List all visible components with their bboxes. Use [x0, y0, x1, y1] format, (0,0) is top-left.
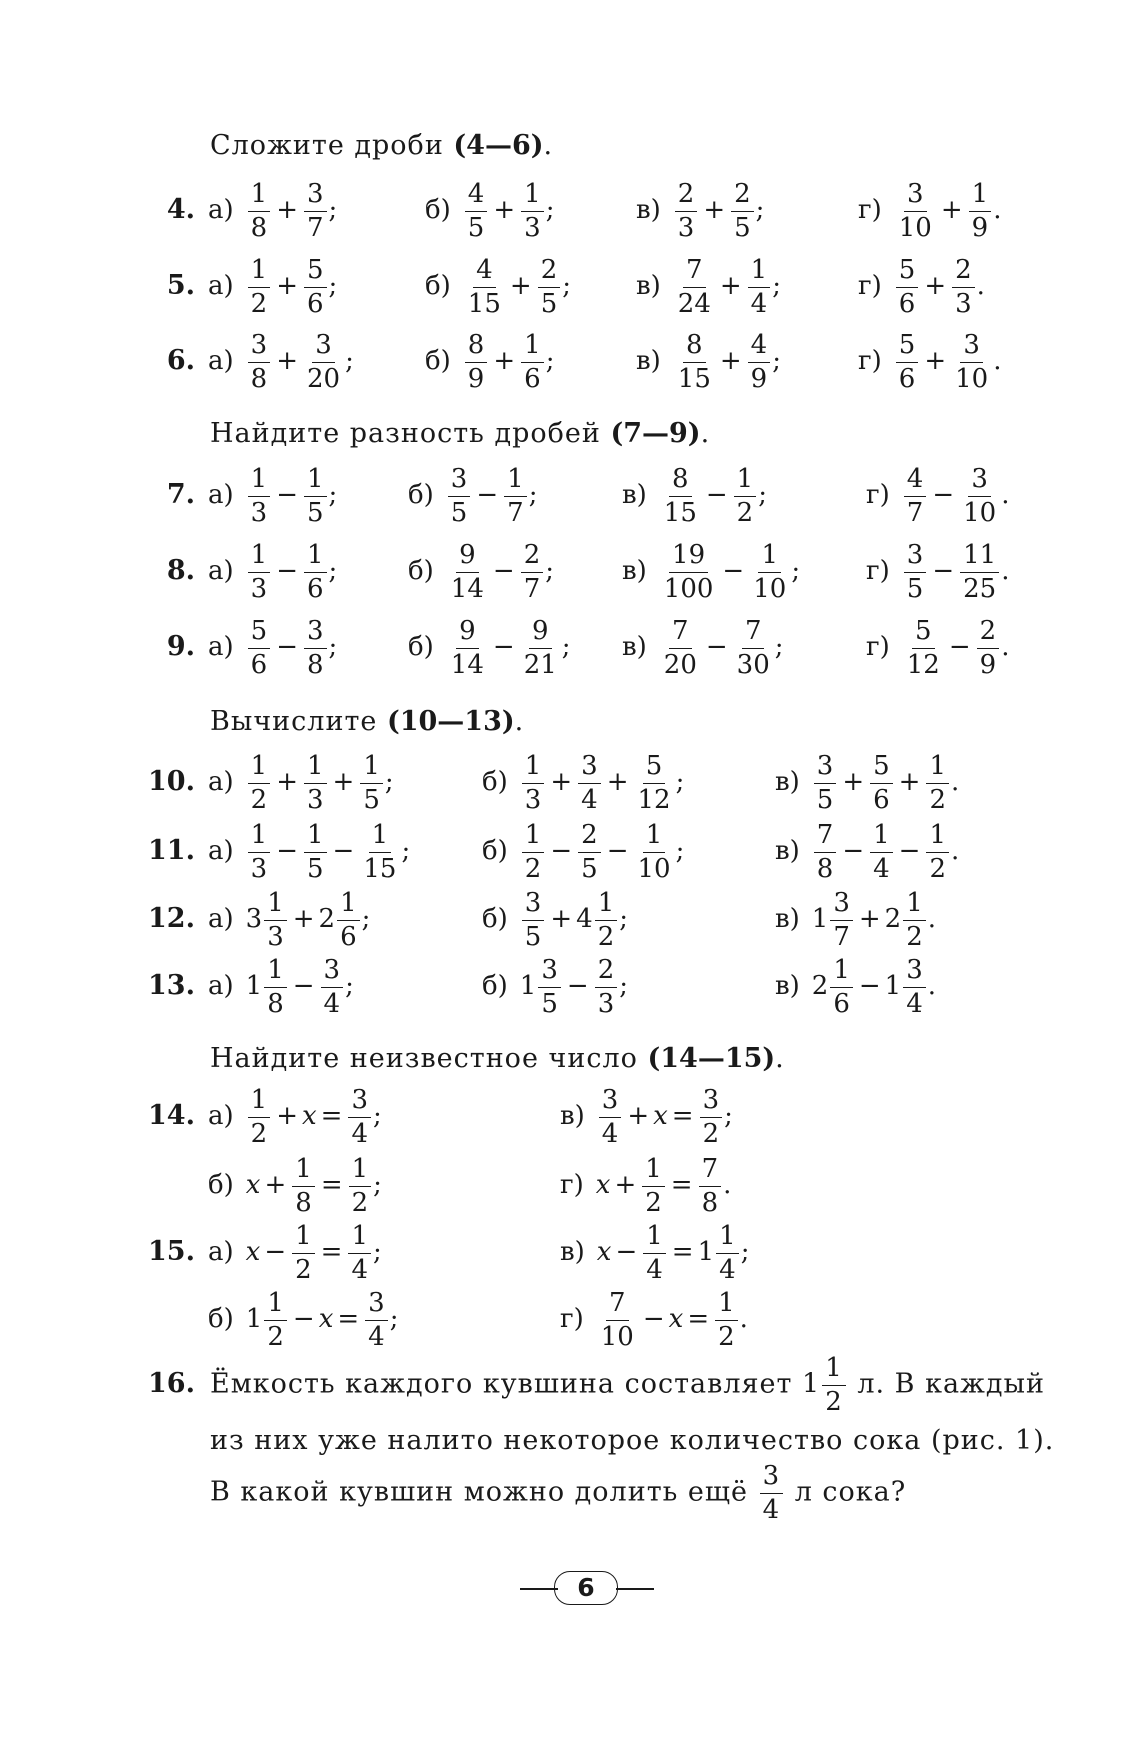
page-number-ornament — [520, 1571, 650, 1607]
problem-13b: б) 1 $\frac{3}{5}$ − $\frac{2}{3}$ ; — [482, 955, 628, 1019]
problem-6d: г) $\frac{5}{6}$ + $\frac{3}{10}$ . — [858, 330, 1002, 394]
problem-16-line-1: Ёмкость каждого кувшина составляет 1 $\frac{1}{2}$ л. В каждый — [210, 1353, 1045, 1417]
problem-11a: а) $\frac{1}{3}$ − $\frac{1}{5}$ − $\frac{1}{15}$ ; — [208, 820, 411, 884]
footer-rule-right — [616, 1588, 654, 1590]
problem-4a: а) $\frac{1}{8}$ + $\frac{3}{7}$ ; — [208, 179, 338, 243]
problem-number: 11. — [148, 835, 195, 866]
problem-8c: в) $\frac{19}{100}$ − $\frac{1}{10}$ ; — [622, 540, 801, 604]
problem-9d: г) $\frac{5}{12}$ − $\frac{2}{9}$ . — [866, 616, 1010, 680]
problem-number: 15. — [148, 1236, 195, 1267]
problem-13a: а) 1 $\frac{1}{8}$ − $\frac{3}{4}$ ; — [208, 955, 354, 1019]
problem-14c: в) $\frac{3}{4}$ + x = $\frac{3}{2}$ ; — [560, 1085, 733, 1149]
problem-14a: а) $\frac{1}{2}$ + x = $\frac{3}{4}$ ; — [208, 1085, 382, 1149]
problem-5b: б) $\frac{4}{15}$ + $\frac{2}{5}$ ; — [425, 255, 571, 319]
problem-5d: г) $\frac{5}{6}$ + $\frac{2}{3}$ . — [858, 255, 985, 319]
problem-8b: б) $\frac{9}{14}$ − $\frac{2}{7}$ ; — [408, 540, 554, 604]
problem-6b: б) $\frac{8}{9}$ + $\frac{1}{6}$ ; — [425, 330, 555, 394]
problem-11c: в) $\frac{7}{8}$ − $\frac{1}{4}$ − $\frac{1}{2}$ . — [775, 820, 960, 884]
problem-7a: а) $\frac{1}{3}$ − $\frac{1}{5}$ ; — [208, 464, 338, 528]
problem-15c: в) x − $\frac{1}{4}$ = 1 $\frac{1}{4}$ ; — [560, 1221, 750, 1285]
problem-number: 4. — [166, 194, 195, 225]
problem-number: 5. — [166, 270, 195, 301]
heading-subtract-fractions: Найдите разность дробей (7—9). — [210, 418, 711, 449]
problem-4d: г) $\frac{3}{10}$ + $\frac{1}{9}$ . — [858, 179, 1002, 243]
problem-4b: б) $\frac{4}{5}$ + $\frac{1}{3}$ ; — [425, 179, 555, 243]
problem-10a: а) $\frac{1}{2}$ + $\frac{1}{3}$ + $\frac{1}{5}$ ; — [208, 751, 394, 815]
problem-12a: а) 3 $\frac{1}{3}$ + 2 $\frac{1}{6}$ ; — [208, 888, 371, 952]
problem-12b: б) $\frac{3}{5}$ + 4 $\frac{1}{2}$ ; — [482, 888, 628, 952]
problem-16-line-2: из них уже налито некоторое количество сока (рис. 1). — [210, 1425, 1055, 1456]
problem-14b: б) x + $\frac{1}{8}$ = $\frac{1}{2}$ ; — [208, 1154, 382, 1218]
problem-number: 6. — [166, 345, 195, 376]
problem-number: 8. — [166, 555, 195, 586]
problem-number: 14. — [148, 1100, 195, 1131]
heading-calculate: Вычислите (10—13). — [210, 706, 525, 737]
problem-5a: а) $\frac{1}{2}$ + $\frac{5}{6}$ ; — [208, 255, 338, 319]
problem-15a: а) x − $\frac{1}{2}$ = $\frac{1}{4}$ ; — [208, 1221, 382, 1285]
problem-10c: в) $\frac{3}{5}$ + $\frac{5}{6}$ + $\frac{1}{2}$ . — [775, 751, 960, 815]
problem-13c: в) 2 $\frac{1}{6}$ − 1 $\frac{3}{4}$ . — [775, 955, 937, 1019]
problem-9b: б) $\frac{9}{14}$ − $\frac{9}{21}$ ; — [408, 616, 571, 680]
problem-7b: б) $\frac{3}{5}$ − $\frac{1}{7}$ ; — [408, 464, 538, 528]
heading-find-unknown: Найдите неизвестное число (14—15). — [210, 1043, 785, 1074]
problem-6a: а) $\frac{3}{8}$ + $\frac{3}{20}$ ; — [208, 330, 354, 394]
problem-number: 9. — [166, 631, 195, 662]
problem-10b: б) $\frac{1}{3}$ + $\frac{3}{4}$ + $\frac{5}{12}$ ; — [482, 751, 685, 815]
problem-12c: в) 1 $\frac{3}{7}$ + 2 $\frac{1}{2}$ . — [775, 888, 937, 952]
problem-7d: г) $\frac{4}{7}$ − $\frac{3}{10}$ . — [866, 464, 1010, 528]
heading-add-fractions: Сложите дроби (4—6). — [210, 130, 554, 161]
problem-4c: в) $\frac{2}{3}$ + $\frac{2}{5}$ ; — [636, 179, 765, 243]
problem-number: 12. — [148, 903, 195, 934]
problem-11b: б) $\frac{1}{2}$ − $\frac{2}{5}$ − $\frac{1}{10}$ ; — [482, 820, 685, 884]
problem-8a: а) $\frac{1}{3}$ − $\frac{1}{6}$ ; — [208, 540, 338, 604]
problem-15b: б) 1 $\frac{1}{2}$ − x = $\frac{3}{4}$ ; — [208, 1288, 399, 1352]
problem-15d: г) $\frac{7}{10}$ − x = $\frac{1}{2}$ . — [560, 1288, 748, 1352]
page-number: 6 — [554, 1571, 618, 1605]
problem-14d: г) x + $\frac{1}{2}$ = $\frac{7}{8}$ . — [560, 1154, 732, 1218]
problem-number: 16. — [148, 1368, 195, 1399]
problem-number: 7. — [166, 479, 195, 510]
problem-number: 13. — [148, 970, 195, 1001]
problem-6c: в) $\frac{8}{15}$ + $\frac{4}{9}$ ; — [636, 330, 781, 394]
problem-8d: г) $\frac{3}{5}$ − $\frac{11}{25}$ . — [866, 540, 1010, 604]
footer-rule-left — [520, 1588, 558, 1590]
problem-5c: в) $\frac{7}{24}$ + $\frac{1}{4}$ ; — [636, 255, 781, 319]
problem-number: 10. — [148, 766, 195, 797]
problem-9c: в) $\frac{7}{20}$ − $\frac{7}{30}$ ; — [622, 616, 784, 680]
problem-9a: а) $\frac{5}{6}$ − $\frac{3}{8}$ ; — [208, 616, 338, 680]
problem-16-line-3: В какой кувшин можно долить ещё $\frac{3}{4}$ л сока? — [210, 1461, 907, 1525]
problem-7c: в) $\frac{8}{15}$ − $\frac{1}{2}$ ; — [622, 464, 767, 528]
